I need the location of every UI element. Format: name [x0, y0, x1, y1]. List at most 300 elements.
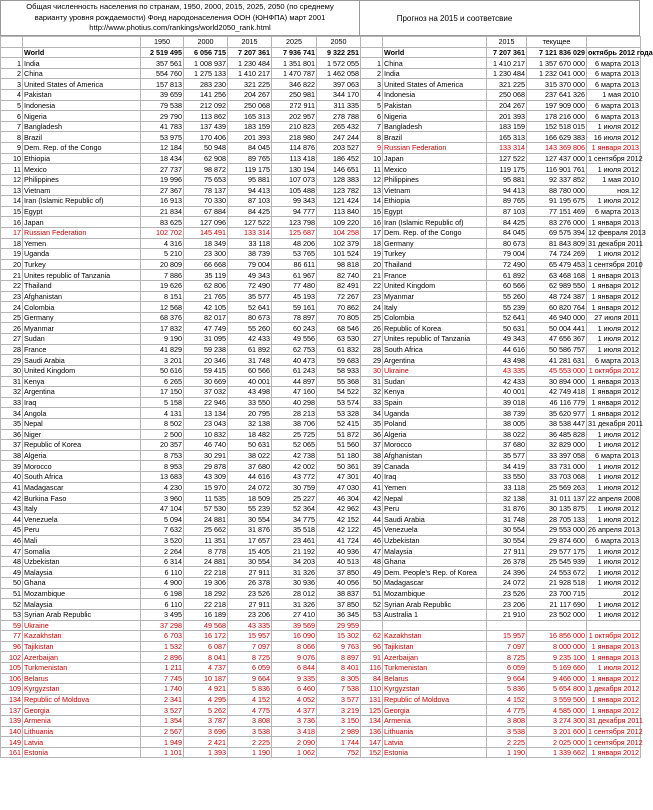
table-cell: 2015	[228, 37, 272, 48]
table-cell: 3 538	[228, 726, 272, 737]
table-cell: 20 795	[228, 408, 272, 419]
table-cell: 39	[361, 461, 383, 472]
table-cell: 59 161	[272, 302, 317, 313]
table-cell: 3 787	[184, 716, 228, 727]
table-cell: 5 094	[141, 514, 184, 525]
table-cell: 186 452	[317, 153, 361, 164]
table-cell: Spain	[383, 397, 487, 408]
table-cell: 21 192	[272, 546, 317, 557]
table-cell: Iraq	[23, 397, 141, 408]
table-cell: 94 777	[272, 206, 317, 217]
table-cell: 89 765	[487, 196, 527, 207]
table-cell: 50 004 441	[527, 323, 587, 334]
table-cell: 50 616	[141, 365, 184, 376]
table-cell: 6 марта 2013	[587, 355, 641, 366]
table-cell: 29 553 000	[527, 525, 587, 536]
table-cell: 3 696	[184, 726, 228, 737]
table-cell: 1 190	[487, 747, 527, 758]
table-cell: 49	[361, 567, 383, 578]
table-cell: Kyrgyzstan	[383, 684, 487, 695]
table-cell: 1 июля 2012	[587, 546, 641, 557]
table-cell: Kenya	[383, 387, 487, 398]
table-cell: Argentina	[23, 387, 141, 398]
table-cell: 1 275 133	[184, 68, 228, 79]
table-cell: 35 577	[487, 450, 527, 461]
table-cell: 33	[1, 397, 23, 408]
table-cell: 1 июля 2012	[587, 164, 641, 175]
table-cell: 1 410 217	[487, 58, 527, 69]
table-cell: 53 574	[317, 397, 361, 408]
table-cell: 38 706	[272, 418, 317, 429]
table-cell: 95 881	[228, 174, 272, 185]
table-cell: Ghana	[23, 578, 141, 589]
table-cell: 84 425	[228, 206, 272, 217]
table-cell: 4 775	[487, 705, 527, 716]
table-cell: 25	[1, 312, 23, 323]
table-cell: 11 351	[184, 535, 228, 546]
table-cell: 25 569 263	[527, 482, 587, 493]
table-cell: 4 377	[272, 705, 317, 716]
table-cell: 55 239	[487, 302, 527, 313]
table-cell: 43 309	[184, 471, 228, 482]
table-cell: 26	[1, 323, 23, 334]
table-cell: 134	[361, 716, 383, 727]
table-cell: 62 908	[184, 153, 228, 164]
table-cell: 52 415	[317, 418, 361, 429]
table-cell: 3 808	[487, 716, 527, 727]
table-cell: 50 586 757	[527, 344, 587, 355]
table-cell: 41 724	[317, 535, 361, 546]
table-cell: 116 901 761	[527, 164, 587, 175]
table-cell: 89 765	[228, 153, 272, 164]
table-cell: Italy	[383, 302, 487, 313]
table-cell: 17 150	[141, 387, 184, 398]
table-cell: 9 763	[317, 641, 361, 652]
left-header	[0, 0, 360, 36]
table-cell: 6	[1, 111, 23, 122]
table-cell: 3	[361, 79, 383, 90]
table-cell: 2 225	[228, 737, 272, 748]
table-row	[361, 217, 641, 228]
table-cell: 55 368	[317, 376, 361, 387]
table-cell: 210 823	[272, 121, 317, 132]
table-cell: 15 405	[228, 546, 272, 557]
table-cell: 46 304	[317, 493, 361, 504]
table-row	[1, 397, 361, 408]
table-cell: 315 370 000	[527, 79, 587, 90]
table-cell: 48	[361, 556, 383, 567]
table-cell: 18	[1, 238, 23, 249]
table-cell: 44 897	[272, 376, 317, 387]
table-cell: 4 152	[487, 694, 527, 705]
table-row	[361, 588, 641, 599]
table-cell: 119 175	[228, 164, 272, 175]
table-cell: 3 559 500	[527, 694, 587, 705]
table-row	[361, 535, 641, 546]
table-row	[361, 238, 641, 249]
table-cell: 6 844	[272, 662, 317, 673]
table-cell: 1 июля 2012	[587, 471, 641, 482]
table-row	[361, 323, 641, 334]
table-cell: 109 220	[317, 217, 361, 228]
table-cell: 30 669	[184, 376, 228, 387]
table-cell: 19 306	[184, 578, 228, 589]
table-cell: 30 554	[228, 556, 272, 567]
table-cell: 37 850	[317, 599, 361, 610]
table-cell: 35	[361, 418, 383, 429]
table-cell: 29	[1, 355, 23, 366]
header-line-2: варианту уровня рождаемости) Фонд народонаселения ООН (ЮНФПА) март 2001	[34, 12, 326, 22]
table-cell: 31 декабря 2011	[588, 716, 643, 726]
table-cell: 30	[1, 365, 23, 376]
table-cell: 25	[361, 312, 383, 323]
table-cell: 23 461	[272, 535, 317, 546]
table-cell: 1 июля 2012	[587, 344, 641, 355]
table-row	[361, 121, 641, 132]
table-cell: Malaysia	[383, 546, 487, 557]
table-cell: 37 298	[141, 620, 184, 631]
table-cell: Republic of Moldova	[383, 694, 487, 705]
table-cell: 15	[361, 206, 383, 217]
table-cell: Brazil	[23, 132, 141, 143]
table-row	[361, 174, 641, 185]
table-cell: 62 753	[272, 344, 317, 355]
table-row	[1, 726, 361, 737]
table-cell: 3 418	[272, 726, 317, 737]
table-cell: 22 апреля 2008	[588, 493, 640, 503]
table-cell: 52 641	[487, 312, 527, 323]
table-cell: 16 856 000	[527, 631, 587, 642]
table-cell: Pakistan	[23, 90, 141, 101]
table-cell: 1 949	[141, 737, 184, 748]
table-cell: 3 520	[141, 535, 184, 546]
table-cell: 40 513	[317, 556, 361, 567]
table-cell: 5 654 800	[527, 684, 587, 695]
table-row	[1, 323, 361, 334]
table-row	[361, 716, 641, 727]
table-cell: 29	[361, 355, 383, 366]
table-cell	[361, 620, 383, 631]
table-cell: Uzbekistan	[23, 556, 141, 567]
table-cell: Dem. Rep. of the Congo	[23, 143, 141, 154]
table-cell: Canada	[383, 461, 487, 472]
table-cell: 34	[1, 408, 23, 419]
table-cell: 1 января 2013	[587, 270, 641, 281]
table-cell: 8 041	[184, 652, 228, 663]
table-cell: 1 января 2013	[587, 217, 641, 228]
table-cell: Afghanistan	[383, 450, 487, 461]
table-cell: 8 151	[141, 291, 184, 302]
table-cell: 33 397 058	[527, 450, 587, 461]
table-row	[361, 737, 641, 748]
table-cell: 4 052	[272, 694, 317, 705]
table-cell: 18 349	[184, 238, 228, 249]
left-table	[0, 36, 361, 758]
table-cell: 16 913	[141, 196, 184, 207]
table-cell: 20 357	[141, 440, 184, 451]
table-cell: 40	[361, 471, 383, 482]
table-cell: 1 января 2013	[587, 143, 641, 154]
table-cell: 80 673	[487, 238, 527, 249]
table-cell: 1 декабря 2012	[588, 684, 640, 694]
table-cell: 152	[361, 747, 383, 758]
table-cell: 98 872	[184, 164, 228, 175]
table-row	[361, 546, 641, 557]
table-cell: Bangladesh	[383, 121, 487, 132]
table-cell: Republic of Korea	[23, 440, 141, 451]
table-cell: 59 238	[184, 344, 228, 355]
table-row	[361, 376, 641, 387]
table-cell: Madagascar	[23, 482, 141, 493]
table-row	[361, 567, 641, 578]
table-cell: Philippines	[23, 174, 141, 185]
table-cell: Tajikistan	[383, 641, 487, 652]
table-cell: 7 886	[141, 270, 184, 281]
table-cell: Italy	[23, 503, 141, 514]
table-cell	[587, 37, 641, 48]
column-header-row	[1, 37, 361, 48]
table-cell: 23 502 000	[527, 609, 587, 620]
table-cell: 2 225	[487, 737, 527, 748]
table-cell: 1 января 2013	[587, 641, 641, 652]
table-cell: 15	[1, 206, 23, 217]
table-row	[1, 450, 361, 461]
table-cell: 1 января 2012	[587, 747, 641, 758]
table-cell: 24 881	[184, 556, 228, 567]
table-cell: 45 193	[272, 291, 317, 302]
table-cell: 79 538	[141, 100, 184, 111]
table-cell: Turkey	[23, 259, 141, 270]
table-row	[1, 747, 361, 758]
table-cell: 147	[361, 737, 383, 748]
table-cell: 61 892	[487, 270, 527, 281]
table-cell: 102 702	[141, 227, 184, 238]
table-cell: 106	[1, 673, 23, 684]
table-cell: 128 383	[317, 174, 361, 185]
table-cell: 9 664	[487, 673, 527, 684]
table-cell: 36	[361, 429, 383, 440]
table-cell: 37	[361, 440, 383, 451]
table-cell: Estonia	[23, 747, 141, 758]
table-cell: United States of America	[23, 79, 141, 90]
table-cell: 43	[1, 503, 23, 514]
table-cell: 30	[361, 365, 383, 376]
table-cell: 30 936	[272, 578, 317, 589]
table-cell: 27 737	[141, 164, 184, 175]
table-row	[1, 143, 361, 154]
table-cell: 49	[1, 567, 23, 578]
table-row	[1, 673, 361, 684]
table-cell: 31 876	[228, 525, 272, 536]
table-cell: 34 203	[272, 556, 317, 567]
table-cell: Venezuela	[23, 514, 141, 525]
table-row	[361, 503, 641, 514]
table-row	[1, 556, 361, 567]
table-cell: 1 июля 2012	[587, 599, 641, 610]
table-cell: 43 498	[487, 355, 527, 366]
table-cell: 6 110	[141, 567, 184, 578]
table-row	[1, 217, 361, 228]
table-row	[1, 334, 361, 345]
table-cell: 5 836	[228, 684, 272, 695]
table-cell: 50 631	[228, 440, 272, 451]
table-cell: 6 059	[487, 662, 527, 673]
table-cell: 10	[1, 153, 23, 164]
table-row	[361, 58, 641, 69]
table-row	[1, 408, 361, 419]
table-cell: 140	[1, 726, 23, 737]
table-cell: 42 749 418	[527, 387, 587, 398]
table-cell: 1 сентября 2012	[588, 737, 643, 747]
table-cell: 31 011 137	[527, 493, 587, 504]
table-cell: 22	[361, 281, 383, 292]
table-cell: 3 201	[141, 355, 184, 366]
table-cell: 1 июля 2012	[587, 514, 641, 525]
table-cell: 1 230 484	[228, 58, 272, 69]
table-cell: 86 611	[272, 259, 317, 270]
table-cell: 20	[361, 259, 383, 270]
table-cell: Mexico	[383, 164, 487, 175]
table-cell: 36	[1, 429, 23, 440]
table-cell: United Kingdom	[383, 281, 487, 292]
table-row	[1, 609, 361, 620]
table-cell: 21 910	[487, 609, 527, 620]
table-cell: 42 433	[487, 376, 527, 387]
table-cell: 41	[361, 482, 383, 493]
table-cell: 1 июля 2012	[587, 578, 641, 589]
table-cell: 344 170	[317, 90, 361, 101]
table-cell: 42 152	[317, 514, 361, 525]
table-cell: Vietnam	[23, 185, 141, 196]
table-cell: 554 760	[141, 68, 184, 79]
table-cell: 146 651	[317, 164, 361, 175]
right-header-title: Прогноз на 2015 и соответсвие	[396, 14, 513, 23]
table-cell: Argentina	[383, 355, 487, 366]
table-cell: 16 189	[184, 609, 228, 620]
table-cell: 35 518	[272, 525, 317, 536]
table-cell: 40 473	[272, 355, 317, 366]
table-cell: 4 921	[184, 684, 228, 695]
table-cell: Uzbekistan	[383, 535, 487, 546]
table-cell: 72 267	[317, 291, 361, 302]
column-header-row	[361, 37, 641, 48]
table-cell: Ethiopia	[23, 153, 141, 164]
table-cell: 9	[361, 143, 383, 154]
table-cell: 57 530	[184, 503, 228, 514]
table-cell: 127 096	[184, 217, 228, 228]
table-cell: 139	[1, 716, 23, 727]
table-cell: 22 218	[184, 599, 228, 610]
table-row	[1, 121, 361, 132]
table-cell: 1 101	[141, 747, 184, 758]
table-cell: 1 июля 2012	[587, 196, 641, 207]
table-cell: 67 884	[184, 206, 228, 217]
table-cell: 12	[1, 174, 23, 185]
table-cell: 7 097	[228, 641, 272, 652]
table-cell: 17 832	[141, 323, 184, 334]
table-cell: 48 206	[272, 238, 317, 249]
table-cell: 26	[361, 323, 383, 334]
table-cell: 40 298	[272, 397, 317, 408]
table-cell: Iran (Islamic Republic of)	[383, 217, 487, 228]
table-cell: 33 118	[487, 482, 527, 493]
table-cell: 60 566	[228, 365, 272, 376]
table-cell: 1 354	[141, 716, 184, 727]
table-cell: 321 225	[228, 79, 272, 90]
table-row	[361, 90, 641, 101]
table-cell: 265 432	[317, 121, 361, 132]
table-cell: 4 230	[141, 482, 184, 493]
table-row	[1, 174, 361, 185]
table-cell: 31 748	[228, 355, 272, 366]
table-cell: 1 410 217	[228, 68, 272, 79]
table-row	[1, 567, 361, 578]
table-cell: Mexico	[23, 164, 141, 175]
table-row	[1, 259, 361, 270]
table-cell: 321 225	[487, 79, 527, 90]
table-cell: 12	[361, 174, 383, 185]
table-cell: 46 940 000	[527, 312, 587, 323]
table-row	[1, 312, 361, 323]
table-cell: 37 032	[184, 387, 228, 398]
table-cell: 98 818	[317, 259, 361, 270]
table-cell: 2 519 495	[141, 47, 184, 58]
table-cell: 1 июля 2012	[587, 429, 641, 440]
table-cell: 9 466 000	[527, 673, 587, 684]
table-cell: 52 641	[228, 302, 272, 313]
table-cell: 51 872	[317, 429, 361, 440]
table-row	[1, 376, 361, 387]
table-cell: 6 198	[141, 588, 184, 599]
table-cell: Venezuela	[383, 525, 487, 536]
table-cell: Burkina Faso	[23, 493, 141, 504]
table-cell: 1 744	[317, 737, 361, 748]
table-cell: 23 043	[184, 418, 228, 429]
table-cell: октябрь 2012 года	[588, 47, 653, 57]
table-cell: 60 820 764	[527, 302, 587, 313]
table-cell: 2050	[317, 37, 361, 48]
table-cell: текущее	[527, 37, 587, 48]
table-cell: 34 775	[272, 514, 317, 525]
table-cell: 43 335	[228, 620, 272, 631]
table-cell: Uganda	[23, 249, 141, 260]
table-cell: 74 724 269	[527, 249, 587, 260]
table-cell: 2 025 000	[527, 737, 587, 748]
table-cell: Georgia	[23, 705, 141, 716]
table-cell: 15 957	[487, 631, 527, 642]
table-row	[1, 514, 361, 525]
table-cell: 32 138	[228, 418, 272, 429]
table-cell: 40 001	[228, 376, 272, 387]
table-cell: 45 553 000	[527, 365, 587, 376]
table-cell: 96	[1, 641, 23, 652]
table-cell: 6 059	[228, 662, 272, 673]
table-cell: 2 341	[141, 694, 184, 705]
table-cell: 237 641 326	[527, 90, 587, 101]
table-row	[1, 716, 361, 727]
table-cell: 9 235 100	[527, 652, 587, 663]
table-cell: Afghanistan	[23, 291, 141, 302]
table-cell: 4	[361, 90, 383, 101]
table-cell: 6 марта 2013	[587, 111, 641, 122]
table-cell: 143 369 806	[527, 143, 587, 154]
table-row	[361, 705, 641, 716]
table-cell: 46 740	[184, 440, 228, 451]
table-cell: 33 731 000	[527, 461, 587, 472]
table-cell: 203 527	[317, 143, 361, 154]
table-cell: 1	[361, 58, 383, 69]
table-cell: 20 346	[184, 355, 228, 366]
